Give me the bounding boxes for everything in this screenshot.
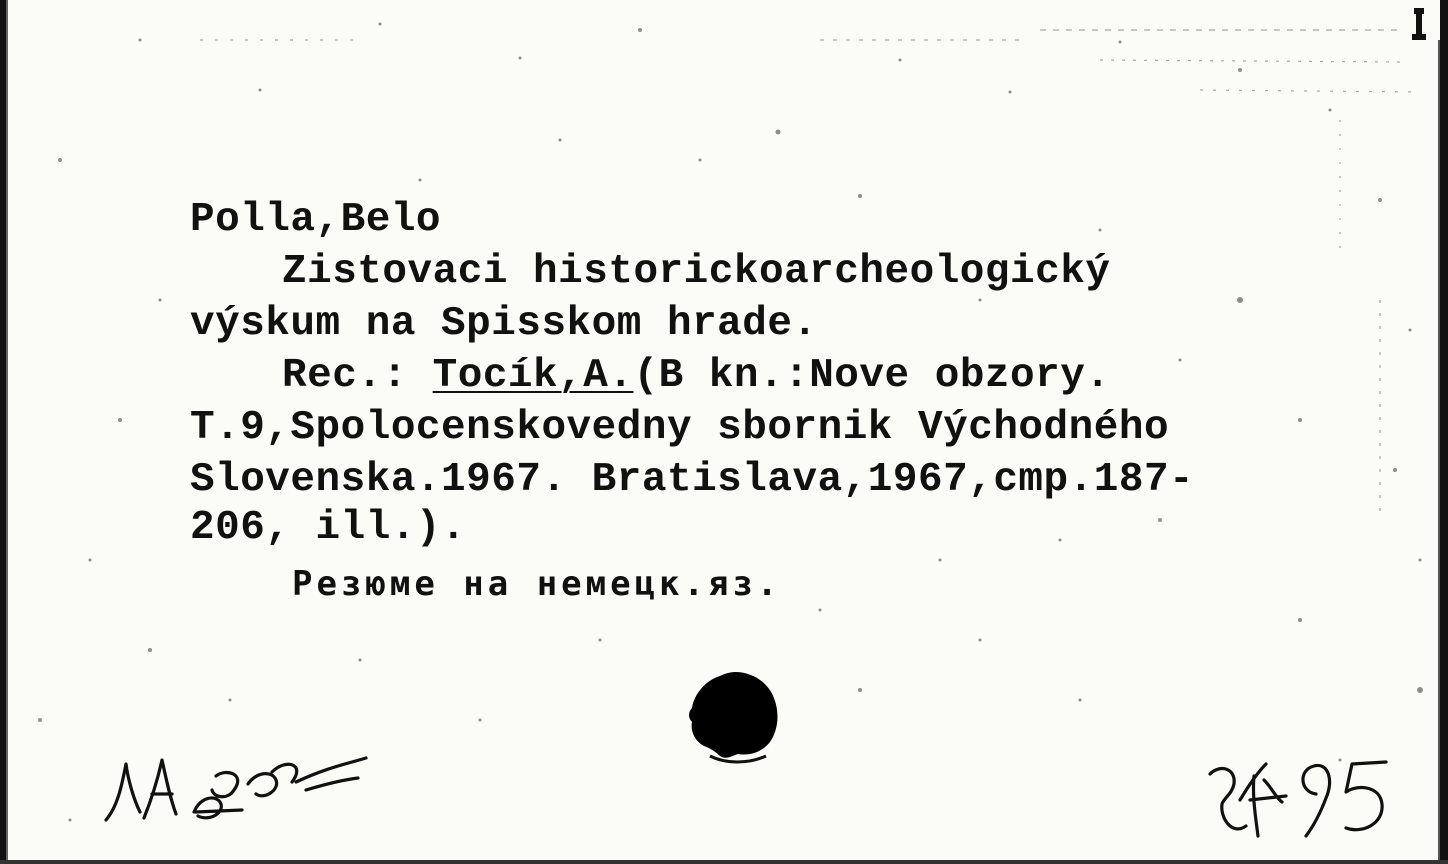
summary-language-note: Резюме на немецк.яз.: [292, 564, 782, 604]
review-source: (B kn.:Nove obzory.: [633, 353, 1111, 399]
card-left-shadow: [6, 0, 8, 864]
title-line-2: výskum na Spisskom hrade.: [190, 301, 818, 347]
review-author: Tocík,A.: [432, 353, 634, 399]
card-right-shadow: [1438, 40, 1440, 864]
punch-hole: [686, 668, 784, 766]
series-line: T.9,Spolocenskovedny sbornik Východného: [190, 405, 1170, 451]
publication-line: Slovenska.1967. Bratislava,1967,cmp.187-: [190, 457, 1195, 503]
review-prefix: Rec.:: [282, 353, 433, 399]
handwritten-note-left: [96, 728, 396, 838]
card-bottom-edge: [0, 860, 1448, 864]
corner-tab-mark: [1410, 4, 1430, 44]
pages-line: 206, ill.).: [190, 505, 467, 551]
card-right-edge: [1440, 0, 1448, 864]
review-line: [282, 354, 1110, 398]
handwritten-number-right: [1196, 740, 1416, 850]
author-line: Polla,Belo: [190, 197, 442, 243]
title-line-1: Zistovaci historickoarcheologický: [282, 249, 1111, 295]
